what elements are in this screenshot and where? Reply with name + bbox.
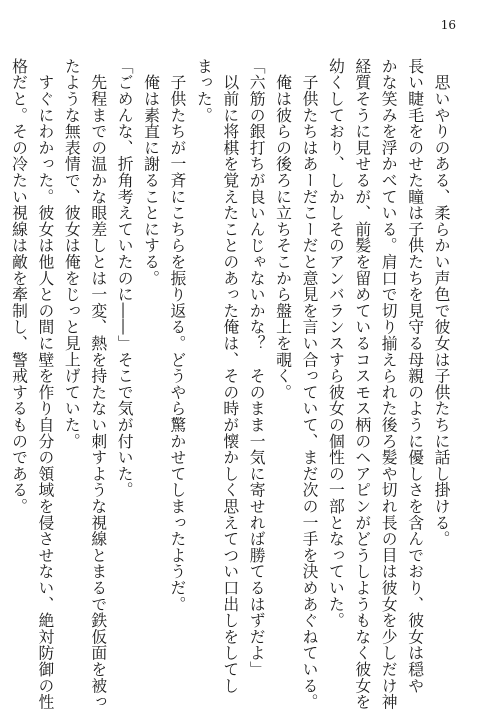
text-line: 子供たちはあーだこーだと意見を言い合っていて、まだ次の一手を決めあぐねている。 [299,58,319,710]
text-line: かな笑みを浮かべている。肩口で切り揃えられた後ろ髪や切れ長の目は彼女を少しだけ神 [379,58,399,710]
text-line: たような無表情で、彼女は俺をじっと見上げていた。 [62,58,82,450]
text-line: まった。 [194,58,214,124]
text-line: 幼くしており、しかしそのアンバランスすら彼女の個性の一部となっていた。 [326,58,346,629]
text-line: 思いやりのある、柔らかい声色で彼女は子供たちに話し掛ける。 [432,58,451,547]
text-line: 以前に将棋を覚えたことのあった俺は、その時が懐かしく思えてつい口出しをしてし [220,58,240,694]
text-line: 子供たちが一斉にこちらを振り返る。どうやら驚かせてしまったようだ。 [167,58,187,613]
text-line: 「ごめんな、折角考えていたのに――」そこで気が付いた。 [115,58,135,499]
body-text [5,58,454,710]
text-line: 俺は彼らの後ろに立ちそこから盤上を覗く。 [273,58,293,401]
text-line: すぐにわかった。彼女は他人との間に壁を作り自分の領域を侵させない、絶対防御の性 [35,58,55,710]
page-number: 16 [440,18,456,32]
text-line: 経質そうに見せるが、前髪を留めているコスモス柄のヘアピンがどうしようもなく彼女を [352,58,372,710]
text-line: 長い睫毛をのせた瞳は子供たちを見守る母親のように優しさを含んでおり、彼女は穏や [405,58,425,694]
text-line: 俺は素直に謝ることにする。 [141,58,161,287]
text-line: 格だと。その冷たい視線は敵を牽制し、警戒するものである。 [9,58,29,515]
text-line: 先程までの温かな眼差しとは一変、熱を持たない刺すような視線とまるで鉄仮面を被っ [88,58,108,710]
text-line: 「六筋の銀打ちが良いんじゃないかな？ そのまま一気に寄せれば勝てるはずだよ」 [247,58,267,678]
